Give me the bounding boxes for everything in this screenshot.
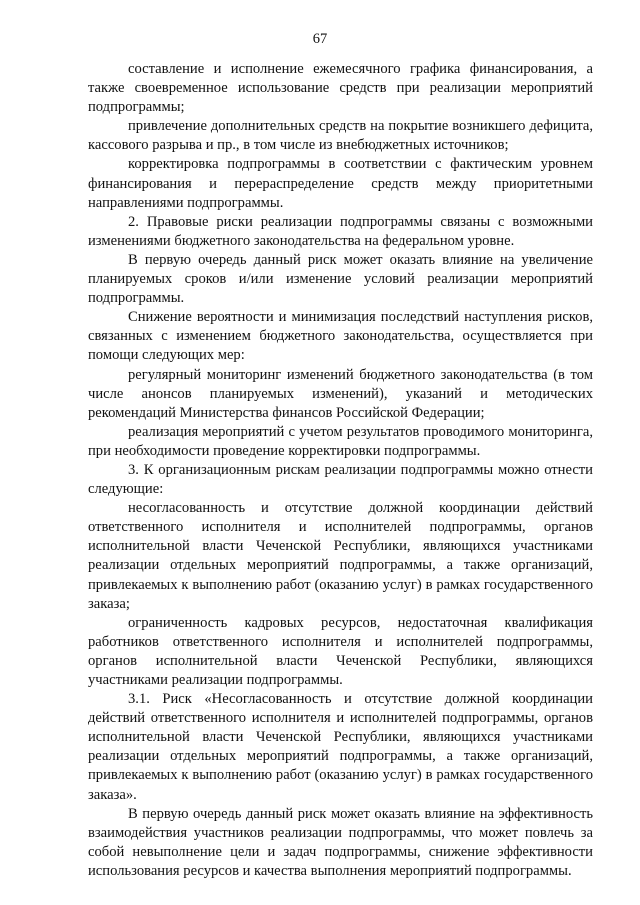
paragraph-legal-risk-impact: В первую очередь данный риск может оказать влияние на увеличение планируемых сроков и/или изменение условий реализации мероприятий подпрограммы. [88,251,593,307]
paragraph-staffing-risk: ограниченность кадровых ресурсов, недостаточная квалификация работников ответственного исполнителя и исполнителей подпрограммы, органов исполнительной власти Чеченской Республики, являющихся участниками реализации подпрограммы. [88,614,593,688]
paragraph-risk-3-1-impact: В первую очередь данный риск может оказать влияние на эффективность взаимодействия участников реализации подпрограммы, что может повлечь за собой невыполнение цели и задач подпрограммы, снижение эффективности использования ресурсов и качества выполнения мероприятий подпрограммы. [88,805,593,879]
page-number: 67 [312,31,328,47]
paragraph-monitoring-implementation: реализация мероприятий с учетом результатов проводимого мониторинга, при необходимости проведение корректировки подпрограммы. [88,423,593,459]
paragraph-legislation-monitoring: регулярный мониторинг изменений бюджетного законодательства (в том числе анонсов планируемых изменений), указаний и методических рекомендаций Министерства финансов Российской Федерации; [88,366,593,421]
paragraph-legal-risks: 2. Правовые риски реализации подпрограммы связаны с возможными изменениями бюджетного законодательства на федеральном уровне. [88,213,593,249]
paragraph-additional-funds: привлечение дополнительных средств на покрытие возникшего дефицита, кассового разрыва и пр., в том числе из внебюджетных источников; [88,118,593,154]
paragraph-coordination-risk: несогласованность и отсутствие должной координации действий ответственного исполнителя и исполнителей подпрограммы, органов исполнительной власти Чеченской Республики, являющихся участниками реализации отдельных мероприятий подпрограммы, а также организаций, привлекаемых к выполнению работ (оказанию услуг) в рамках государственного заказа; [88,500,593,612]
paragraph-program-adjustment: корректировка подпрограммы в соответствии с фактическим уровнем финансирования и перераспределение средств между приоритетными направлениями подпрограммы. [88,156,593,211]
document-body [88,60,593,881]
paragraph-financing-schedule: составление и исполнение ежемесячного графика финансирования, а также своевременное использование средств при реализации мероприятий подпрограммы; [88,61,593,116]
paragraph-risk-3-1: 3.1. Риск «Несогласованность и отсутствие должной координации действий ответственного исполнителя и исполнителей подпрограммы, органов исполнительной власти Чеченской Республики, являющихся участниками реализации отдельных мероприятий подпрограммы, а также организаций, привлекаемых к выполнению работ (оказанию услуг) в рамках государственного заказа». [88,691,593,803]
paragraph-organizational-risks: 3. К организационным рискам реализации подпрограммы можно отнести следующие: [88,461,593,498]
paragraph-risk-mitigation: Снижение вероятности и минимизация последствий наступления рисков, связанных с изменением бюджетного законодательства, осуществляется при помощи следующих мер: [88,309,593,364]
